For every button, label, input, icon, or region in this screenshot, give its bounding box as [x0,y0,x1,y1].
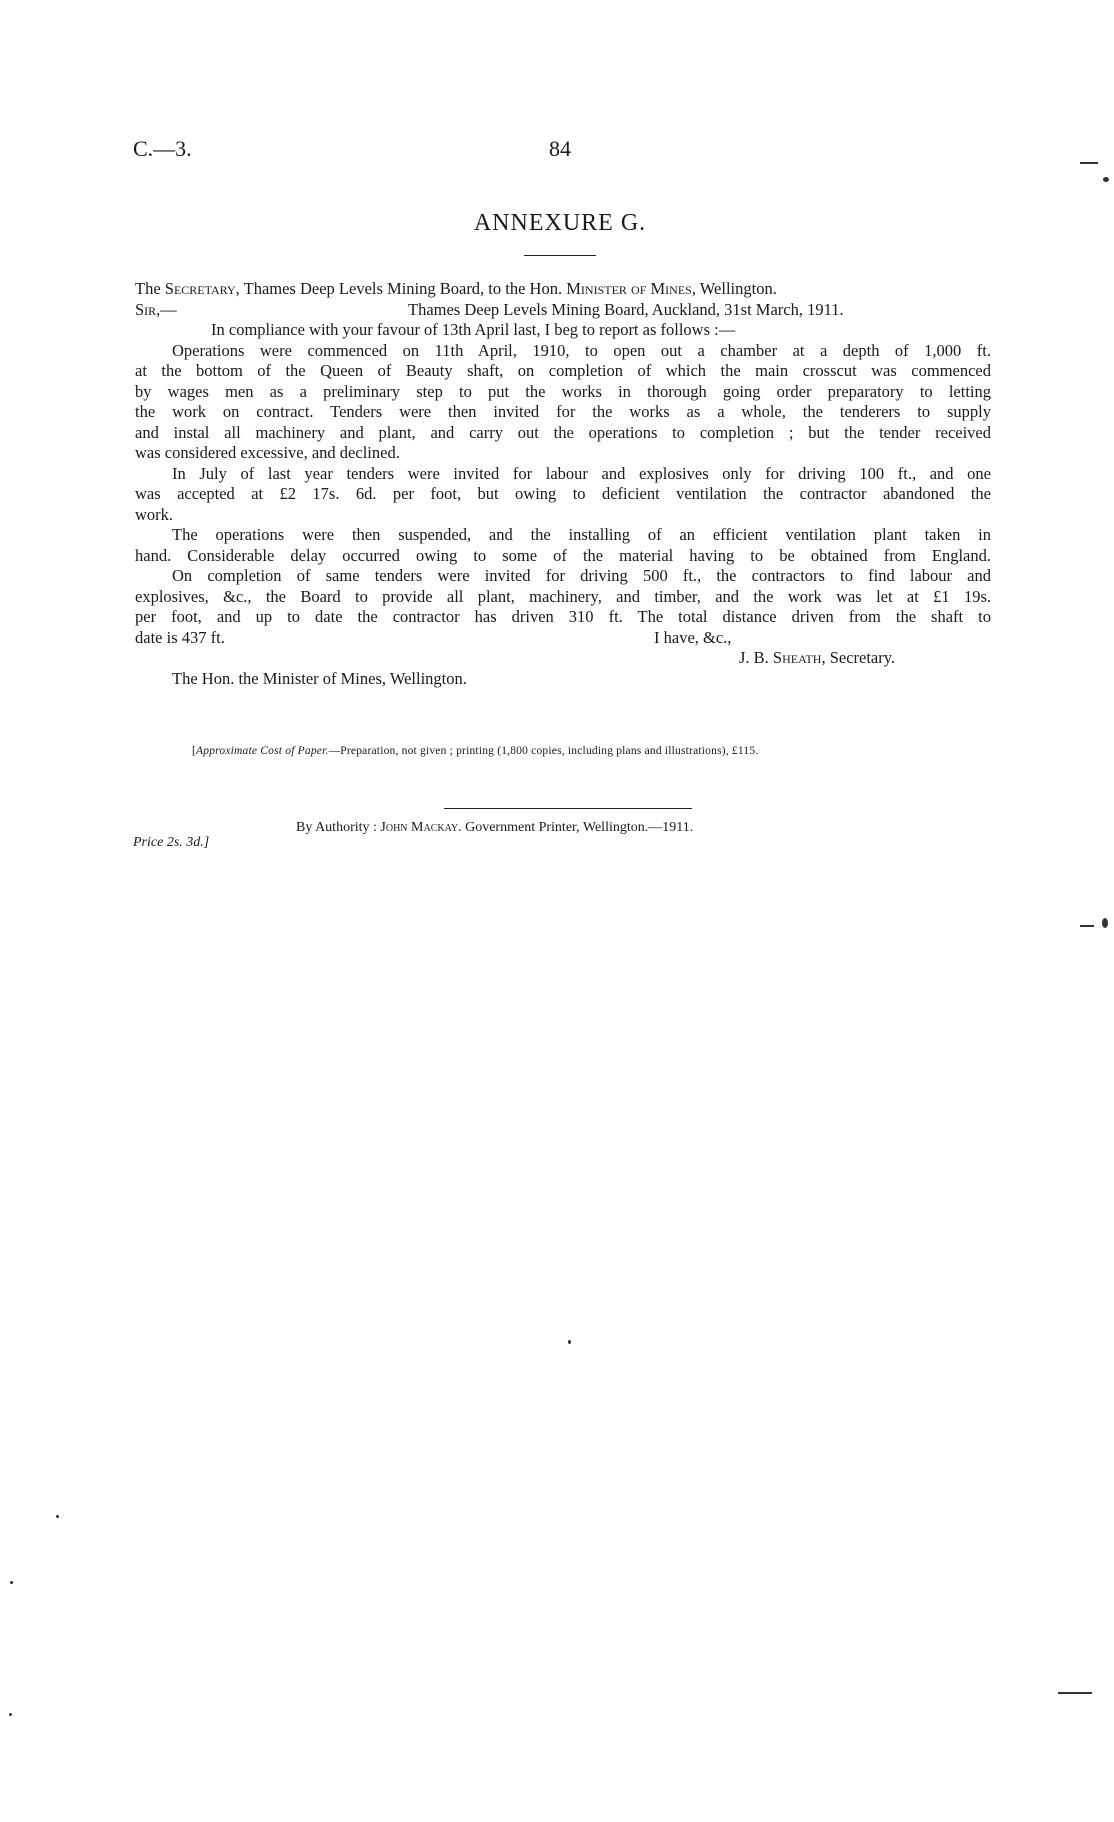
paragraph-line: and instal all machinery and plant, and carry out the operations to completion ; but the tender received [135,422,991,442]
address-row [135,300,991,321]
paragraph-line: In compliance with your favour of 13th April last, I beg to report as follows :— [211,320,736,339]
cost-note: [Approximate Cost of Paper.—Preparation, not given ; printing (1,800 copies, including plans and illustrations), £115. [192,745,759,757]
letter-heading: The Secretary, Thames Deep Levels Mining Board, to the Hon. Minister of Mines, Wellington. [135,279,777,298]
scan-speck [10,1581,13,1584]
paragraph-line: Operations were commenced on 11th April, 1910, to open out a chamber at a depth of 1,000 ft. [172,340,991,360]
address-date: Thames Deep Levels Mining Board, Auckland, 31st March, 1911. [408,299,844,319]
paragraph-line: work. [135,504,174,524]
printer-name: John Mackay [380,820,459,835]
letter-body [135,279,991,689]
paragraph-line: explosives, &c., the Board to provide all plant, machinery, and timber, and the work was let at £1 19s. [135,586,991,606]
addressee: The Hon. the Minister of Mines, Wellington. [172,668,467,688]
paragraph-line: date is 437 ft. [135,627,225,647]
salutation: Sir,— [135,299,177,319]
paragraph-line: was considered excessive, and declined. [135,443,400,462]
scan-speck [1058,1692,1092,1694]
paragraph-line: In July of last year tenders were invited for labour and explosives only for driving 100 ft., and one [172,463,991,483]
page-number: 84 [549,136,571,161]
document-reference: C.—3. [133,136,192,161]
scan-speck [1103,177,1109,182]
price: Price 2s. 3d.] [133,835,210,850]
paragraph-line: hand. Considerable delay occurred owing to some of the material having to be obtained from England. [135,545,991,565]
scan-speck [56,1515,59,1518]
footer-rule [444,808,692,809]
signature [135,648,991,669]
paragraph-line: The operations were then suspended, and the installing of an efficient ventilation plant taken in [172,525,991,544]
signature-title: , Secretary. [821,648,896,667]
paragraph-line: per foot, and up to date the contractor has driven 310 ft. The total distance driven from the shaft to [135,607,991,626]
signature-name: J. B. Sheath [739,648,822,667]
printer-imprint: By Authority : John Mackay. Government Printer, Wellington.—1911. [296,820,694,835]
scan-speck [1080,925,1094,927]
paragraph-line: was accepted at £2 17s. 6d. per foot, but owing to deficient ventilation the contractor abandoned the [135,484,991,503]
paragraph-line: the work on contract. Tenders were then invited for the works as a whole, the tenderers to supply [135,402,991,421]
closing-phrase: I have, &c., [654,627,732,647]
paragraph-line: at the bottom of the Queen of Beauty shaft, on completion of which the main crosscut was commenced [135,361,991,380]
scan-speck [9,1713,12,1716]
letter-sender: Secretary [164,279,236,298]
scan-speck [1102,918,1108,928]
annexure-title: ANNEXURE G. [473,210,647,236]
title-divider [524,255,596,256]
cost-text: —Preparation, not given ; printing (1,800 copies, including plans and illustrations), £115. [328,745,759,757]
letter-recipient: Minister of Mines [566,279,692,298]
paragraph-line: by wages men as a preliminary step to put the works in thorough going order preparatory to letting [135,381,991,401]
cost-label: Approximate Cost of Paper. [196,745,329,757]
scan-speck [568,1340,571,1344]
closing-row [135,628,991,649]
scan-speck [1080,162,1098,164]
paragraph-line: On completion of same tenders were invited for driving 500 ft., the contractors to find labour and [172,566,991,585]
